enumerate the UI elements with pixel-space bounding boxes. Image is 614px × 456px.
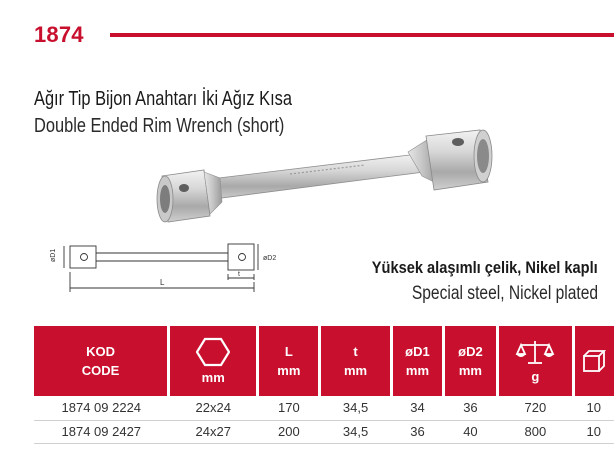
- col-code-bottom: CODE: [81, 363, 120, 378]
- product-code: 1874: [34, 22, 84, 47]
- hexagon-icon: [196, 337, 230, 367]
- col-weight-unit: g: [531, 368, 540, 384]
- cell-t: 34,5: [320, 396, 391, 420]
- col-code-top: KOD: [86, 344, 115, 359]
- col-d2-unit: mm: [458, 363, 482, 378]
- d1-label: øD1: [50, 248, 57, 262]
- cell-l: 200: [258, 420, 320, 443]
- product-title-tr: Ağır Tip Bijon Anahtarı İki Ağız Kısa: [34, 88, 292, 110]
- wrench-photo: [140, 128, 500, 238]
- header-rule: [110, 33, 614, 37]
- col-t: [320, 326, 391, 396]
- cell-d1: 34: [391, 396, 443, 420]
- col-t-top: t: [353, 344, 358, 359]
- box-icon: [582, 349, 606, 373]
- col-l-unit: mm: [277, 363, 301, 378]
- cell-size: 22x24: [169, 396, 258, 420]
- cell-weight: 720: [497, 396, 573, 420]
- cell-pack: 10: [573, 420, 614, 443]
- material-en: Special steel, Nickel plated: [411, 283, 598, 304]
- scale-icon: [515, 338, 555, 366]
- material-tr: Yüksek alaşımlı çelik, Nikel kaplı: [372, 258, 598, 277]
- table-row: [34, 396, 614, 420]
- col-d1: [391, 326, 443, 396]
- cell-d2: 36: [444, 396, 498, 420]
- cell-code: 1874 09 2224: [34, 396, 169, 420]
- l-label: L: [160, 278, 165, 287]
- col-l-top: L: [284, 344, 293, 359]
- cell-l: 170: [258, 396, 320, 420]
- col-size-unit: mm: [201, 369, 225, 385]
- table-header-row: [34, 326, 614, 396]
- table-row: [34, 420, 614, 443]
- col-d1-unit: mm: [405, 363, 430, 378]
- col-weight: [497, 326, 573, 396]
- t-label: t: [238, 271, 240, 278]
- col-t-unit: mm: [343, 363, 368, 378]
- col-d1-top: øD1: [405, 344, 430, 359]
- cell-size: 24x27: [169, 420, 258, 443]
- cell-d1: 36: [391, 420, 443, 443]
- col-code: [34, 326, 169, 396]
- cell-weight: 800: [497, 420, 573, 443]
- cell-t: 34,5: [320, 420, 391, 443]
- cell-d2: 40: [444, 420, 498, 443]
- cell-code: 1874 09 2427: [34, 420, 169, 443]
- col-d2-top: øD2: [458, 344, 483, 359]
- technical-drawing: [40, 236, 280, 298]
- col-pack: [573, 326, 614, 396]
- col-l: [258, 326, 320, 396]
- cell-pack: 10: [573, 396, 614, 420]
- col-d2: [444, 326, 498, 396]
- spec-table: [34, 326, 614, 444]
- col-size: [169, 326, 258, 396]
- product-title-en: Double Ended Rim Wrench (short): [34, 115, 285, 137]
- d2-label: øD2: [263, 255, 277, 262]
